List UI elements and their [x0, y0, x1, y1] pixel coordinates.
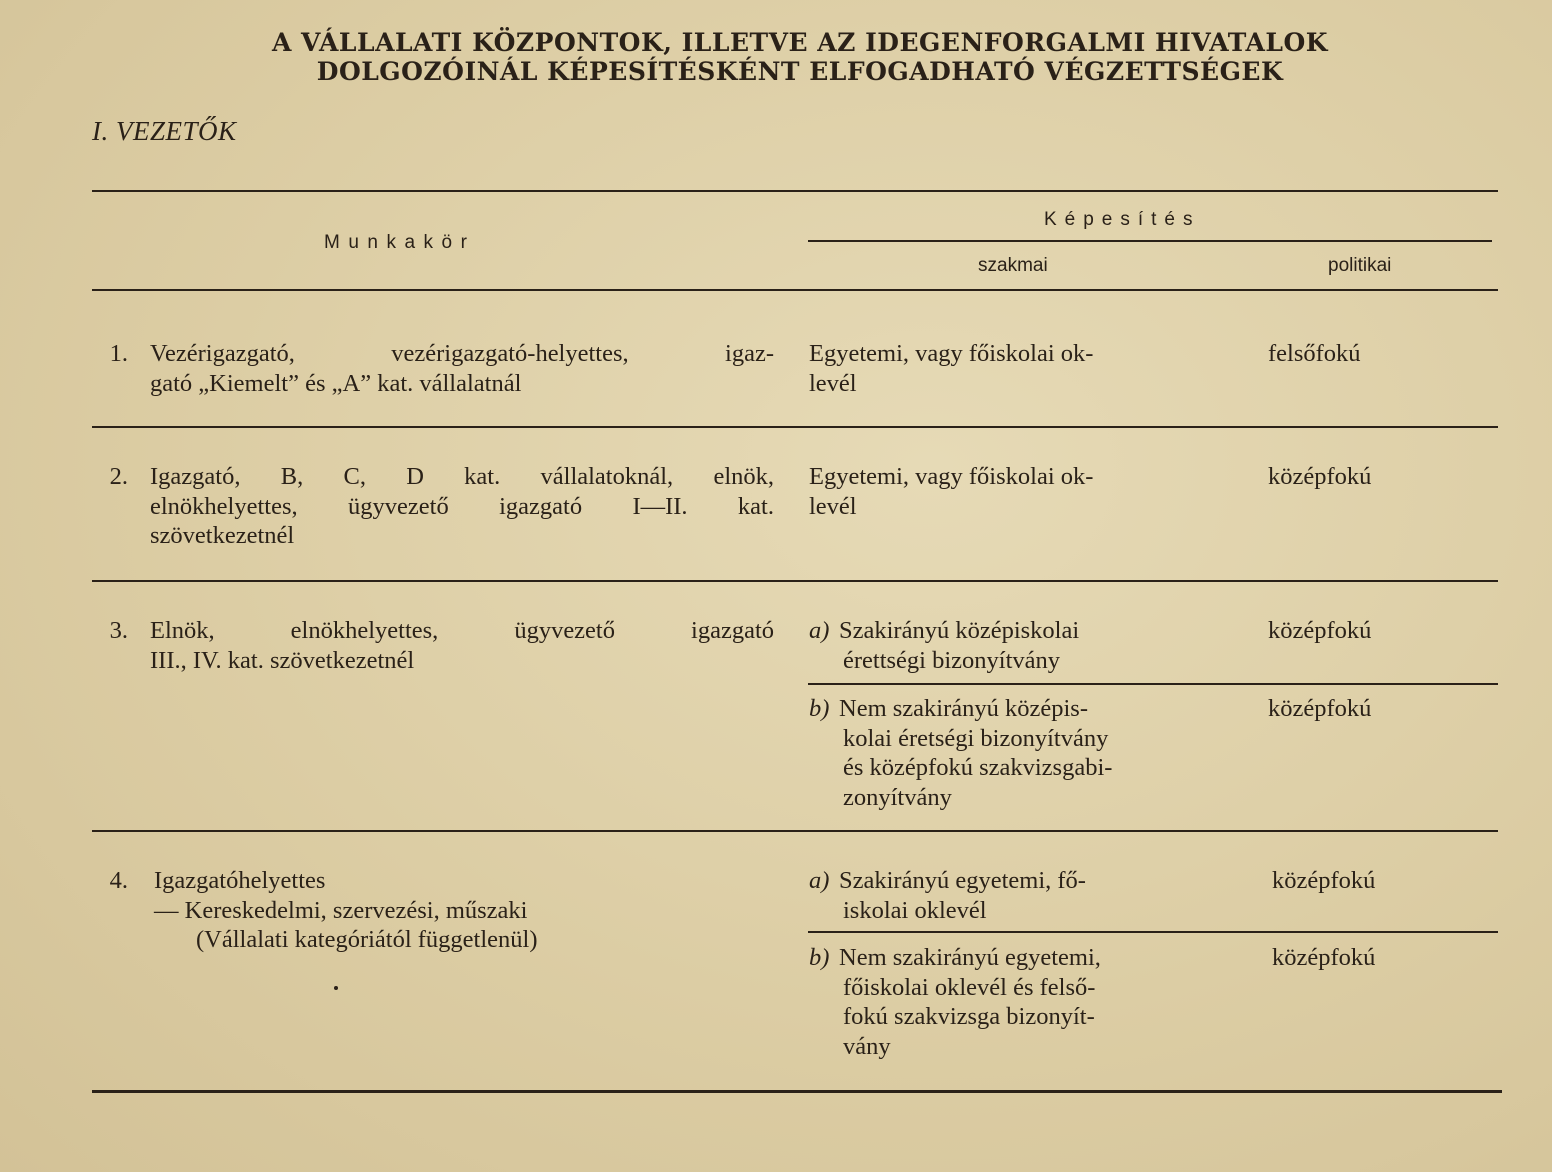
job-line: Igazgató, B, C, D kat. vállalatoknál, elnök, — [150, 463, 774, 490]
political-qualification: középfokú — [1272, 944, 1376, 971]
qualification-line: levél — [809, 369, 857, 397]
qualification-line: iskolai oklevél — [843, 896, 987, 924]
row-number: 4. — [109, 867, 128, 894]
professional-qualification-a — [809, 616, 1207, 675]
qualification-line — [809, 866, 1207, 896]
job-line: Vezérigazgató, vezérigazgató-helyettes, igaz- — [150, 340, 774, 367]
job-line: Igazgatóhelyettes — [154, 867, 326, 894]
header-professional: szakmai — [978, 255, 1048, 276]
qualification-text: Nem szakirányú középis- — [839, 695, 1088, 722]
job-line: elnökhelyettes, ügyvezető igazgató I—II. kat. — [150, 492, 774, 520]
qualification-line: levél — [809, 492, 857, 520]
row-number: 3. — [109, 617, 128, 644]
professional-qualification — [809, 462, 1207, 521]
qualification-line: Egyetemi, vagy főiskolai ok- — [809, 463, 1094, 490]
title-line-1: A VÁLLALATI KÖZPONTOK, ILLETVE AZ IDEGENFORGALMI HIVATALOK — [271, 28, 1329, 57]
professional-qualification — [809, 339, 1207, 398]
header-qualification: Képesítés — [1044, 209, 1201, 230]
header-bottom-rule — [92, 289, 1498, 291]
qualification-rule — [808, 240, 1492, 242]
professional-qualification-a — [809, 866, 1207, 925]
job-title — [150, 339, 774, 398]
job-line: — Kereskedelmi, szervezési, műszaki — [154, 896, 528, 924]
professional-qualification-b — [809, 694, 1207, 812]
qualification-line — [809, 694, 1207, 724]
row-divider — [92, 426, 1498, 428]
qualification-text: Nem szakirányú egyetemi, — [839, 944, 1101, 971]
ink-speck — [334, 986, 338, 990]
job-title — [150, 462, 774, 551]
title-line-2: DOLGOZÓINÁL KÉPESÍTÉSKÉNT ELFOGADHATÓ VÉGZETTSÉGEK — [316, 57, 1284, 86]
qualification-line: kolai éretségi bizonyítvány — [843, 724, 1109, 752]
job-line: szövetkezetnél — [150, 522, 295, 549]
option-label: b) — [809, 944, 830, 971]
qualification-line: fokú szakvizsga bizonyít- — [843, 1003, 1095, 1030]
job-line: (Vállalati kategóriától függetlenül) — [196, 926, 538, 953]
job-line: III., IV. kat. szövetkezetnél — [150, 646, 415, 674]
option-label: b) — [809, 695, 830, 722]
political-qualification: középfokú — [1268, 463, 1372, 490]
job-title — [154, 866, 674, 955]
political-qualification: középfokú — [1272, 867, 1376, 894]
professional-qualification-b — [809, 943, 1207, 1061]
qualification-line: Egyetemi, vagy főiskolai ok- — [809, 340, 1094, 367]
qualification-line: érettségi bizonyítvány — [843, 646, 1061, 674]
row-divider — [92, 580, 1498, 582]
political-qualification: középfokú — [1268, 617, 1372, 644]
job-title — [150, 616, 774, 675]
sub-row-divider — [808, 931, 1498, 933]
qualification-line: főiskolai oklevél és felső- — [843, 973, 1096, 1001]
row-divider — [92, 830, 1498, 832]
table-top-rule — [92, 190, 1498, 192]
qualification-line: és középfokú szakvizsgabi- — [843, 754, 1113, 781]
job-line: gató „Kiemelt” és „A” kat. vállalatnál — [150, 369, 522, 397]
section-heading: I. VEZETŐK — [92, 116, 237, 146]
header-political: politikai — [1328, 255, 1392, 276]
sub-row-divider — [808, 683, 1498, 685]
qualification-line: vány — [843, 1032, 891, 1060]
political-qualification: felsőfokú — [1268, 340, 1361, 367]
table-bottom-rule — [92, 1090, 1502, 1093]
political-qualification: középfokú — [1268, 695, 1372, 722]
job-line: Elnök, elnökhelyettes, ügyvezető igazgató — [150, 617, 774, 644]
qualification-line — [809, 616, 1207, 646]
qualification-line — [809, 943, 1207, 973]
qualification-text: Szakirányú egyetemi, fő- — [839, 867, 1086, 894]
qualification-text: Szakirányú középiskolai — [839, 617, 1080, 644]
header-job: Munkakör — [324, 232, 476, 253]
row-number: 2. — [109, 463, 128, 490]
option-label: a) — [809, 617, 830, 644]
row-number: 1. — [109, 340, 128, 367]
qualification-line: zonyítvány — [843, 783, 952, 811]
option-label: a) — [809, 867, 830, 894]
